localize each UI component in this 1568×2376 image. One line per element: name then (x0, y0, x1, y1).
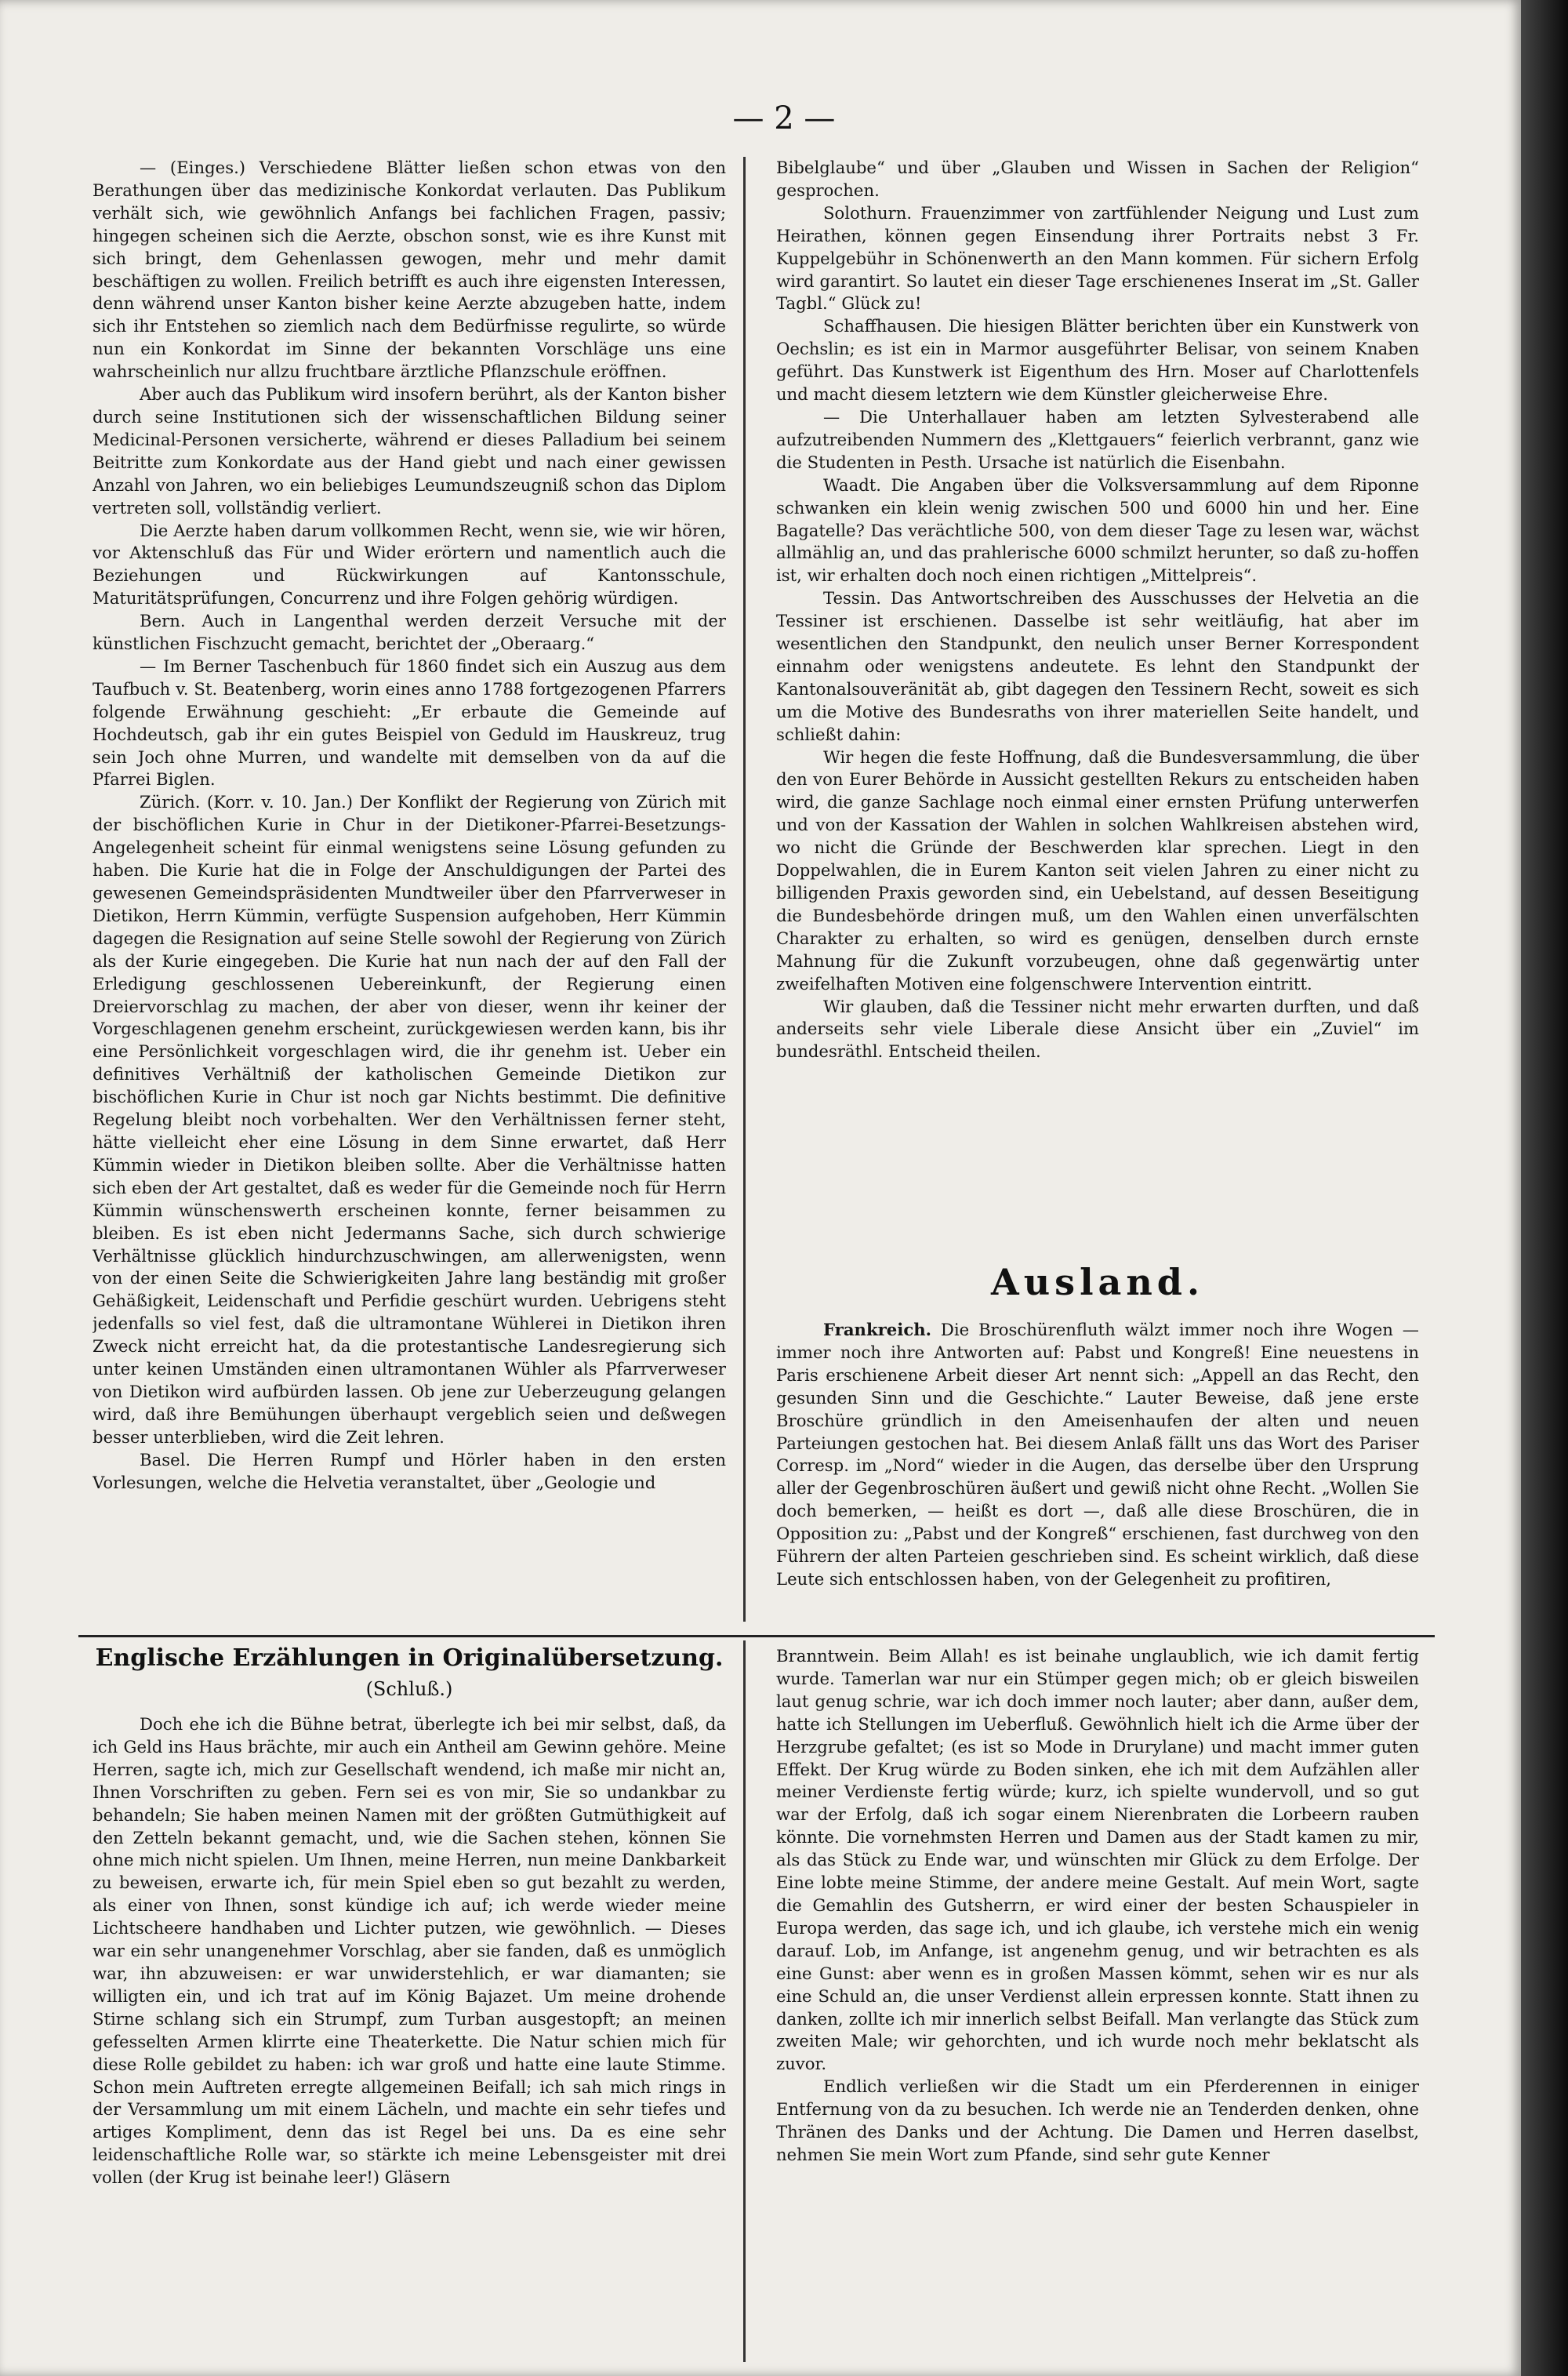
paragraph: Bern. Auch in Langenthal werden derzeit Versuche mit der künstlichen Fischzucht gemacht, berichtet der „Oberaarg.“ (93, 611, 726, 654)
column-divider (743, 1640, 746, 2362)
paragraph: Wir glauben, daß die Tessiner nicht mehr erwarten durften, und daß anderseits sehr viele Liberale diese Ansicht über ein „Zuviel“ im bundesräthl. Entscheid theilen. (776, 996, 1419, 1062)
paragraph: Basel. Die Herren Rumpf und Hörler haben in den ersten Vorlesungen, welche die Helvetia veranstaltet, über „Geologie und (93, 1449, 726, 1492)
story-column-left (93, 1713, 726, 2364)
column-divider (743, 157, 746, 1622)
feuilleton-divider (78, 1635, 1435, 1637)
paragraph: Schaffhausen. Die hiesigen Blätter berichten über ein Kunstwerk von Oechslin; es ist ein in Marmor ausgeführter Belisar, von seinem Knaben geführt. Das Kunstwerk ist Eigenthum des Hrn. Moser auf Charlottenfels und macht diesem letztern wie dem Künstler gleicherweise Ehre. (776, 316, 1419, 405)
paragraph: Waadt. Die Angaben über die Volksversammlung auf dem Riponne schwanken ein klein wenig zwischen 500 und 6000 hin und her. Eine Bagatelle? Das verächtliche 500, von dem dieser Tage zu lesen war, wächst allmählig an, und das prahlerische 6000 schmilzt herunter, so daß zu-hoffen ist, wir erhalten doch noch einen richtigen „Mittelpreis“. (776, 474, 1419, 586)
news-column-left (93, 157, 726, 1622)
story-subtitle: (Schluß.) (365, 1678, 453, 1700)
paragraph: — Im Berner Taschenbuch für 1860 findet sich ein Auszug aus dem Taufbuch v. St. Beatenberg, worin eines anno 1788 fortgezogenen Pfarrers folgende Erwähnung geschieht: „Er erbaute die Gemeinde auf Hochdeutsch, gab ihr ein gutes Beispiel von Geduld im Hauskreuz, trug sein Joch ohne Murren, und wandelte mit demselben von da auf die Pfarrei Biglen. (93, 656, 726, 790)
paragraph-text: Die Broschürenfluth wälzt immer noch ihre Wogen — immer noch ihre Antworten auf: Pabst und Kongreß! Eine neuestens in Paris erschienene Arbeit dieser Art nennt sich: „Appell an das Recht, den gesunden Sinn und die Geschichte.“ Lauter Beweise, daß jene erste Broschüre gründlich in den Ameisenhaufen der alten und neuen Parteiungen gestochen hat. Bei diesem Anlaß fällt uns das Wort des Pariser Corresp. im „Nord“ wieder in die Augen, das derselbe über den Ursprung aller der Gegenbroschüren äußert und gewiß nicht ohne Recht. „Wollen Sie doch bemerken, — heißt es dort —, daß alle diese Broschüren, die in Opposition zu: „Pabst und der Kongreß“ erschienen, fast durchweg von den Führern der alten Parteien geschrieben sind. Es scheint wirklich, daß diese Leute sich entschlossen haben, von der Gelegenheit zu profitiren, (776, 1320, 1419, 1589)
paragraph: Tessin. Das Antwortschreiben des Ausschusses der Helvetia an die Tessiner ist erschienen. Dasselbe ist sehr weitläufig, hat aber im wesentlichen den Standpunkt, den neulich unser Berner Korrespondent einnahm oder wenigstens andeutete. Es lehnt den Standpunkt der Kantonalsouveränität ab, gibt dagegen den Tessinern Recht, soweit es sich um die Motive des Bundesraths von ihrer materiellen Seite handelt, und schließt dahin: (776, 588, 1419, 744)
paragraph (776, 1319, 1419, 1591)
paragraph: Endlich verließen wir die Stadt um ein Pferderennen in einiger Entfernung von da zu besuchen. Ich werde nie an Tenderden denken, ohne Thränen des Danks und der Achtung. Die Damen und Herren daselbst, nehmen Sie mein Wort zum Pfande, sind sehr gute Kenner (776, 2076, 1419, 2164)
paragraph: — (Einges.) Verschiedene Blätter ließen schon etwas von den Berathungen über das medizinische Konkordat verlauten. Das Publikum verhält sich, wie gewöhnlich Anfangs bei fachlichen Fragen, passiv; hingegen scheinen sich die Aerzte, obschon sonst, wie es ihre Kunst mit sich bringt, dem Gehenlassen gewogen, mehr und mehr damit beschäftigen zu wollen. Freilich betrifft es auch ihre eigensten Interessen, denn während unser Kanton bisher keine Aerzte abzugeben hatte, indem sich ihr Entstehen so ziemlich nach dem Bedürfnisse regulirte, so würde nun ein Konkordat im Sinne der bekannten Vorschläge uns eine wahrscheinlich nur allzu fruchtbare ärztliche Pflanzschule eröffnen. (93, 158, 726, 382)
paragraph: — Die Unterhallauer haben am letzten Sylvesterabend alle aufzutreibenden Nummern des „Klettgauers“ feierlich verbrannt, ganz wie die Studenten in Pesth. Ursache ist natürlich die Eisenbahn. (776, 406, 1419, 472)
story-title: Englische Erzählungen in Originalübersetzung. (95, 1644, 724, 1672)
ausland-column (776, 1319, 1419, 1622)
page-binding-edge (1521, 0, 1568, 2376)
page-number: — 2 — (732, 100, 836, 136)
paragraph: Branntwein. Beim Allah! es ist beinahe unglaublich, wie ich damit fertig wurde. Tamerlan war nur ein Stümper gegen mich; ob er gleich bisweilen laut genug schrie, war ich doch immer noch lauter; aber dann, außer dem, hatte ich Stellungen im Ueberfluß. Gewöhnlich hielt ich die Arme über der Herzgrube gefaltet; (es ist so Mode in Drurylane) und macht immer guten Effekt. Der Krug würde zu Boden sinken, ehe ich mit dem Aufzählen aller meiner Verdienste fertig würde; kurz, ich spielte wundervoll, und so gut war der Erfolg, daß ich sogar einem Nierenbraten die Lorbeern rauben könnte. Die vornehmsten Herren und Damen aus der Stadt kamen zu mir, als das Stück zu Ende war, und wünschten mir Glück zu dem Erfolge. Der Eine lobte meine Stimme, der andere meine Gestalt. Auf mein Wort, sagte die Gemahlin des Gutsherrn, er wird einer der besten Schauspieler in Europa werden, das sage ich, und ich glaube, ich verstehe mich ein wenig darauf. Lob, im Anfange, ist angenehm genug, und wir betrachten es als eine Gunst: aber wenn es in großen Massen kömmt, sehen wir es nur als eine Schuld an, die unser Verdienst allein erpressen konnte. Statt ihnen zu danken, zollte ich mir innerlich selbst Beifall. Man verlangte das Stück zum zweiten Male; wir gehorchten, und ich wurde noch mehr beklatscht als zuvor. (776, 1646, 1419, 2074)
paragraph: Solothurn. Frauenzimmer von zartfühlender Neigung und Lust zum Heirathen, können gegen Einsendung ihrer Portraits nebst 3 Fr. Kuppelgebühr in Schönenwerth an den Mann kommen. Für sichern Erfolg wird garantirt. So lautet ein dieser Tage erschienenes Inserat im „St. Galler Tagbl.“ Glück zu! (776, 202, 1419, 314)
paragraph: Die Aerzte haben darum vollkommen Recht, wenn sie, wie wir hören, vor Aktenschluß das Für und Wider erörtern und namentlich auch die Beziehungen und Rückwirkungen auf Kantonsschule, Maturitätsprüfungen, Concurrenz und ihre Folgen gehörig würdigen. (93, 520, 726, 609)
paragraph: Zürich. (Korr. v. 10. Jan.) Der Konflikt der Regierung von Zürich mit der bischöflichen Kurie in Chur in der Dietikoner-Pfarrei-Besetzungs-Angelegenheit scheint für einmal wenigstens seine Lösung gefunden zu haben. Die Kurie hat die in Folge der Anschuldigungen der Partei des gewesenen Gemeindspräsidenten Mundtweiler über den Pfarrverweser in Dietikon, Herrn Kümmin, verfügte Suspension aufgehoben, Herr Kümmin dagegen die Resignation auf seine Stelle sowohl der Regierung von Zürich als der Kurie eingegeben. Die Kurie hat nun nach der auf den Fall der Erledigung geschlossenen Uebereinkunft, der Regierung einen Dreiervorschlag zu machen, der aber von dieser, wenn ihr keiner der Vorgeschlagenen genehm erscheint, zurückgewiesen werden kann, bis ihr eine Persönlichkeit vorgeschlagen wird, die ihr genehm ist. Ueber ein definitives Verhältniß der katholischen Gemeinde Dietikon zur bischöflichen Kurie in Chur ist noch gar Nichts bestimmt. Die definitive Regelung bleibt noch vorbehalten. Wer den Verhältnissen ferner steht, hätte vielleicht eher eine Lösung in dem Sinne erwartet, daß Herr Kümmin wieder in Dietikon bleiben sollte. Aber die Verhältnisse hatten sich eben der Art gestaltet, daß es weder für die Gemeinde noch für Herrn Kümmin wünschenswerth erscheinen konnte, ferner beisammen zu bleiben. Es ist eben nicht Jedermanns Sache, sich durch schwierige Verhältnisse glücklich hindurchzuschwingen, am allerwenigsten, wenn von der einen Seite die Schwierigkeiten Jahre lang beständig mit großer Gehäßigkeit, Leidenschaft und Perfidie geschürt wurden. Uebrigens steht jedenfalls so viel fest, daß die ultramontane Wühlerei in Dietikon ihren Zweck nicht erreicht hat, da die protestantische Landesregierung sich unter keinen Umständen einen ultramontanen Wühler als Pfarrverweser von Dietikon wird aufbürden lassen. Ob jene zur Ueberzeugung gelangen wird, daß ihre Bemühungen überhaupt vergeblich seien und deßwegen besser unterblieben, wird die Zeit lehren. (93, 792, 726, 1447)
news-column-right (776, 157, 1419, 1259)
ausland-heading: Ausland. (991, 1261, 1204, 1303)
story-column-right (776, 1645, 1419, 2364)
section-lead: Frankreich. (823, 1320, 932, 1339)
paragraph: Doch ehe ich die Bühne betrat, überlegte ich bei mir selbst, daß, da ich Geld ins Haus brächte, mir auch ein Antheil am Gewinn gehöre. Meine Herren, sagte ich, mich zur Gesellschaft wendend, ich maße mir nicht an, Ihnen Vorschriften zu geben. Fern sei es von mir, Sie so undankbar zu behandeln; Sie haben meinen Namen mit der größten Gutmüthigkeit auf den Zetteln bekannt gemacht, und, wie die Sachen stehen, können Sie ohne mich nicht spielen. Um Ihnen, meine Herren, nun meine Dankbarkeit zu beweisen, erwarte ich, für mein Spiel eben so gut bezahlt zu werden, als einer von Ihnen, sonst kündige ich auf; ich werde wieder meine Lichtscheere handhaben und Lichter putzen, wie gewöhnlich. — Dieses war ein sehr unangenehmer Vorschlag, aber sie fanden, daß es unmöglich war, ihn abzuweisen: er war unwiderstehlich, er war diamanten; sie willigten ein, und ich trat auf im König Bajazet. Um meine drohende Stirne schlang sich ein Strumpf, zum Turban ausgestopft; an meinen gefesselten Armen klirrte eine Theaterkette. Die Natur schien mich für diese Rolle gebildet zu haben: ich war groß und hatte eine laute Stimme. Schon mein Auftreten erregte allgemeinen Beifall; ich sah mich rings in der Versammlung um mit einem Lächeln, und machte ein sehr tiefes und artiges Kompliment, denn das ist Regel bei uns. Da es eine sehr leidenschaftliche Rolle war, so stärkte ich meine Lebensgeister mit drei vollen (der Krug ist beinahe leer!) Gläsern (93, 1714, 726, 2188)
paragraph: Bibelglaube“ und über „Glauben und Wissen in Sachen der Religion“ gesprochen. (776, 158, 1419, 200)
paragraph: Aber auch das Publikum wird insofern berührt, als der Kanton bisher durch seine Institutionen sich der wissenschaftlichen Bildung seiner Medicinal-Personen versicherte, während er dieses Palladium bei seinem Beitritte zum Konkordate aus der Hand giebt und nach einer gewissen Anzahl von Jahren, wo ein beliebiges Leumundszeugniß schon das Diplom vertreten soll, vollständig verliert. (93, 384, 726, 518)
paragraph: Wir hegen die feste Hoffnung, daß die Bundesversammlung, die über den von Eurer Behörde in Aussicht gestellten Rekurs zu entscheiden haben wird, die ganze Sachlage noch einmal einer ernsten Prüfung unterwerfen und von der Kassation der Wahlen in solchen Wahlkreisen abstehen wird, wo nicht die Gründe der Beschwerden klar sprechen. Liegt in den Doppelwahlen, die in Eurem Kanton seit vielen Jahren zu einer nicht zu billigenden Praxis geworden sind, ein Uebelstand, auf dessen Beseitigung die Bundesbehörde dringen muß, um den Wahlen einen unverfälschten Charakter zu erhalten, so wird es genügen, denselben durch ernste Mahnung für die Zukunft vorzubeugen, ohne daß gegenwärtig unter zweifelhaften Motiven eine folgenschwere Intervention eintritt. (776, 747, 1419, 994)
